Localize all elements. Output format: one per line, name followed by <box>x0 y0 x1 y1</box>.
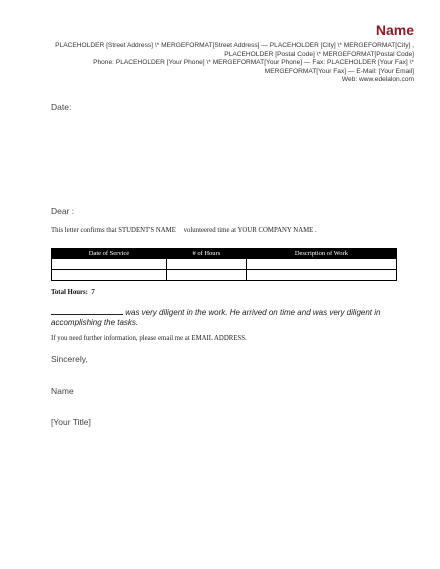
table-cell <box>246 270 396 281</box>
salutation: Dear : <box>51 206 75 216</box>
confirmation-sentence <box>51 227 317 234</box>
address-line-2: PLACEHOLDER [Postal Code] \* MERGEFORMAT[Postal Code] <box>224 50 414 58</box>
diligence-text: was very diligent in the work. He arrived on time and was very diligent in accomplishing the tasks. <box>51 308 381 327</box>
fax-email-line: MERGEFORMAT[Your Fax] — E-Mail: [Your Email] <box>264 67 414 75</box>
signature-title: [Your Title] <box>51 417 91 427</box>
table-cell <box>166 270 246 281</box>
confirm-text-end: . <box>315 227 317 234</box>
web-line: Web: www.edelalon.com <box>341 76 414 84</box>
phone-line: Phone: PLACEHOLDER [Your Phone] \* MERGEFORMAT[Your Phone] — Fax: PLACEHOLDER [Your Fax] \* <box>93 59 414 67</box>
table-cell <box>166 259 246 270</box>
company-name-field: YOUR COMPANY NAME <box>237 227 314 234</box>
service-table <box>51 248 397 281</box>
student-name-field: STUDENT'S NAME <box>118 227 176 234</box>
sender-name: Name <box>375 22 414 38</box>
table-cell <box>52 270 167 281</box>
diligence-paragraph <box>51 307 391 327</box>
signature-name: Name <box>51 386 74 396</box>
further-info-sentence: If you need further information, please email me at EMAIL ADDRESS. <box>51 335 247 342</box>
address-line-1: PLACEHOLDER [Street Address] \* MERGEFORMAT[Street Address] — PLACEHOLDER [City] \* MERGEFORMAT[City] , <box>55 42 414 49</box>
total-hours-value: 7 <box>91 289 95 296</box>
total-hours <box>51 289 95 296</box>
table-cell <box>246 259 396 270</box>
table-row <box>52 270 397 281</box>
total-hours-label: Total Hours: <box>51 289 88 296</box>
closing-sincerely: Sincerely, <box>51 354 88 364</box>
letterhead-contact-block <box>34 42 414 85</box>
column-header-date: Date of Service <box>52 249 167 259</box>
table-row <box>52 259 397 270</box>
column-header-hours: # of Hours <box>166 249 246 259</box>
column-header-description: Description of Work <box>246 249 396 259</box>
name-blank-line <box>51 307 123 315</box>
confirm-text-start: This letter confirms that <box>51 227 117 234</box>
confirm-text-middle: volunteered time at <box>183 227 237 234</box>
table-cell <box>52 259 167 270</box>
date-label: Date: <box>51 102 72 112</box>
